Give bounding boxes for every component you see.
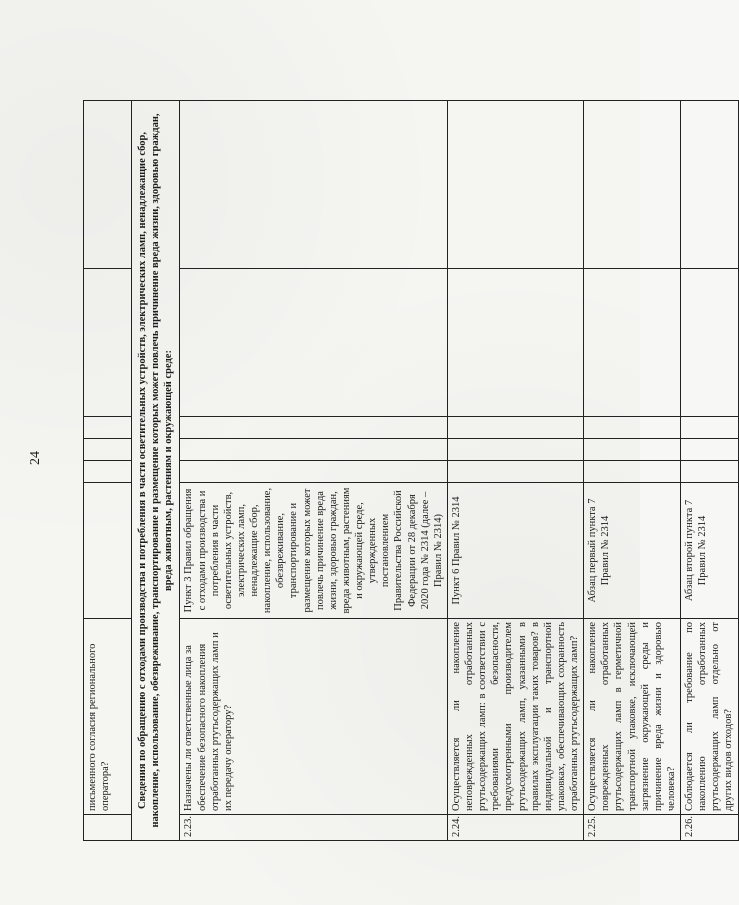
row-reference: Пункт 3 Правил обращения с отходами производства и потребления в части осветительных устройств, электрических ламп, ненадлежащие сбор, накопление, использование, обезвреживание, транспортирование и размещение которых может повлечь причинение вреда жизни, здоровью граждан, вреда животным, растениям и окружающей среде, утвержденных постановлением Правительства Российской Федерации от 28 декабря 2020 года № 2314 (далее – Правил № 2314) bbox=[180, 483, 448, 619]
cell-empty bbox=[447, 417, 583, 439]
cell-empty bbox=[84, 461, 132, 483]
cell-empty bbox=[84, 439, 132, 461]
cell-empty bbox=[180, 461, 448, 483]
table-row bbox=[180, 101, 448, 841]
cell-empty bbox=[584, 439, 681, 461]
row-reference: Абзац второй пункта 7 Правил № 2314 bbox=[681, 483, 739, 619]
cell-empty bbox=[447, 461, 583, 483]
cell-empty bbox=[584, 101, 681, 269]
table-row bbox=[681, 101, 739, 841]
cell-empty bbox=[584, 269, 681, 417]
row-question: Соблюдается ли требование по накоплению отработанных ртутьсодержащих ламп отдельно от других видов отходов? bbox=[681, 619, 739, 815]
row-question: Осуществляется ли накопление поврежденных отработанных ртутьсодержащих ламп в герметичной транспортной упаковке, исключающей загрязнение окружающей среды и причинение вреда жизни и здоровью человека? bbox=[584, 619, 681, 815]
row-question: Назначены ли ответственные лица за обеспечение безопасного накопления отработанных ртутьсодержащих ламп и их передачу оператору? bbox=[180, 619, 448, 815]
page-number: 24 bbox=[28, 451, 43, 465]
cell-empty bbox=[584, 461, 681, 483]
cell-empty bbox=[447, 269, 583, 417]
carryover-row bbox=[84, 101, 132, 841]
cell-empty bbox=[584, 417, 681, 439]
cell-empty bbox=[447, 439, 583, 461]
cell-empty bbox=[681, 461, 739, 483]
cell-empty bbox=[180, 269, 448, 417]
table-row bbox=[584, 101, 681, 841]
cell-empty bbox=[180, 417, 448, 439]
cell-empty bbox=[84, 417, 132, 439]
cell-empty bbox=[84, 815, 132, 841]
row-number: 2.26. bbox=[681, 815, 739, 841]
cell-empty bbox=[180, 439, 448, 461]
cell-empty bbox=[84, 269, 132, 417]
cell-empty bbox=[84, 101, 132, 269]
row-reference: Абзац первый пункта 7 Правил № 2314 bbox=[584, 483, 681, 619]
row-number: 2.24. bbox=[447, 815, 583, 841]
cell-empty bbox=[681, 417, 739, 439]
row-number: 2.25. bbox=[584, 815, 681, 841]
row-number: 2.23. bbox=[180, 815, 448, 841]
cell-empty bbox=[681, 101, 739, 269]
carryover-question: письменного согласия регионального оператора? bbox=[84, 619, 132, 815]
section-heading: Сведения по обращению с отходами производства и потребления в части осветительных устройств, электрических ламп, ненадлежащие сбор, накопление, использование, обезвреживание, транспортирование и размещение которых может повлечь причинение вреда жизни, здоровью граждан, вреда животным, растениям и окружающей среде: bbox=[132, 101, 180, 841]
row-reference: Пункт 6 Правил № 2314 bbox=[447, 483, 583, 619]
checklist-table bbox=[83, 100, 739, 841]
cell-empty bbox=[681, 269, 739, 417]
cell-empty bbox=[84, 483, 132, 619]
cell-empty bbox=[681, 439, 739, 461]
section-heading-row bbox=[132, 101, 180, 841]
cell-empty bbox=[180, 101, 448, 269]
cell-empty bbox=[447, 101, 583, 269]
table-row bbox=[447, 101, 583, 841]
row-question: Осуществляется ли накопление неповрежденных отработанных ртутьсодержащих ламп: в соответствии с требованиями безопасности, предусмотренными производителем ртутьсодержащих ламп, указанными в правилах эксплуатации таких товаров? в индивидуальной и транспортной упаковках, обеспечивающих сохранность отработанных ртутьсодержащих ламп? bbox=[447, 619, 583, 815]
